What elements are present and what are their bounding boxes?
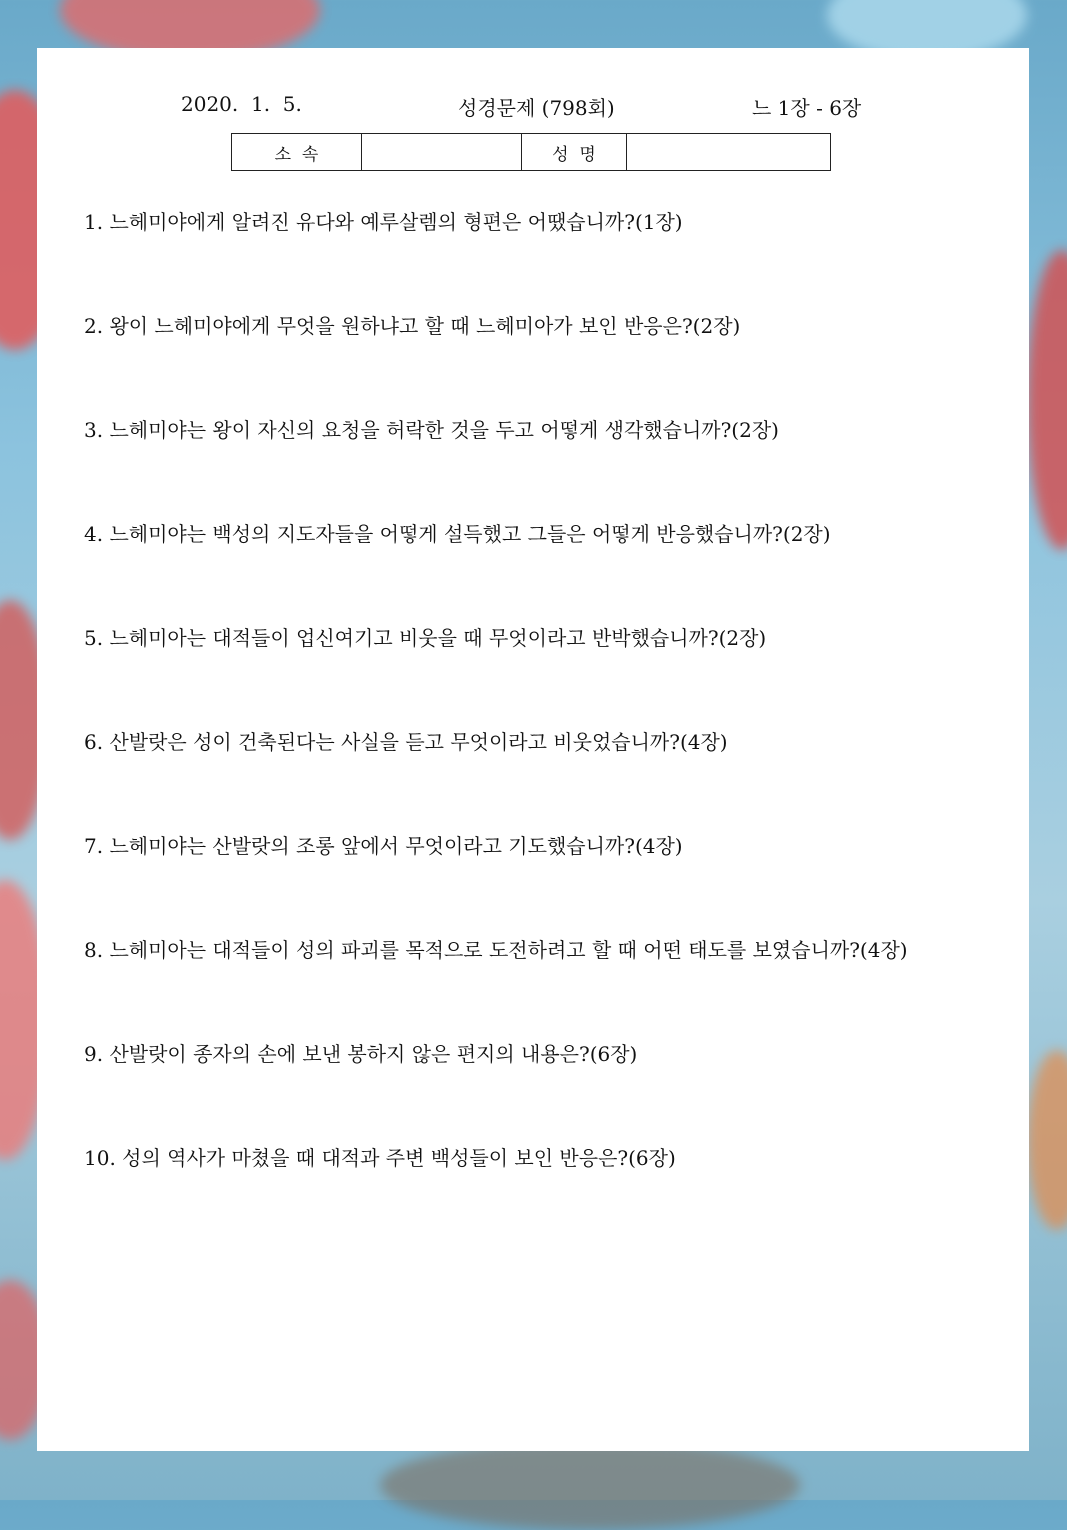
header-date: 2020. 1. 5.	[181, 92, 302, 116]
worksheet-header	[37, 92, 1029, 120]
question-item: 10. 성의 역사가 마쳤을 때 대적과 주변 백성들이 보인 반응은?(6장)	[84, 1146, 676, 1170]
info-table	[231, 133, 831, 171]
background-flower	[1027, 250, 1067, 550]
worksheet-page	[37, 48, 1029, 1451]
question-item: 4. 느헤미야는 백성의 지도자들을 어떻게 설득했고 그들은 어떻게 반응했습니까?(2장)	[84, 522, 831, 546]
question-item: 1. 느헤미야에게 알려진 유다와 예루살렘의 형편은 어땠습니까?(1장)	[84, 210, 683, 234]
name-label: 성 명	[522, 134, 627, 171]
question-item: 8. 느헤미아는 대적들이 성의 파괴를 목적으로 도전하려고 할 때 어떤 태도를 보였습니까?(4장)	[84, 938, 908, 962]
question-item: 5. 느헤미아는 대적들이 업신여기고 비웃을 때 무엇이라고 반박했습니까?(2장)	[84, 626, 767, 650]
background-flower	[1027, 1050, 1067, 1230]
name-field[interactable]	[627, 134, 831, 171]
background-branch	[380, 1440, 800, 1530]
question-item: 3. 느헤미야는 왕이 자신의 요청을 허락한 것을 두고 어떻게 생각했습니까?(2장)	[84, 418, 779, 442]
affiliation-label: 소 속	[232, 134, 362, 171]
question-item: 2. 왕이 느헤미야에게 무엇을 원하냐고 할 때 느헤미아가 보인 반응은?(2장)	[84, 314, 741, 338]
header-range: 느 1장 - 6장	[752, 96, 862, 120]
affiliation-field[interactable]	[362, 134, 522, 171]
question-list	[84, 208, 1024, 1248]
question-item: 9. 산발랏이 종자의 손에 보낸 봉하지 않은 편지의 내용은?(6장)	[84, 1042, 638, 1066]
question-item: 6. 산발랏은 성이 건축된다는 사실을 듣고 무엇이라고 비웃었습니까?(4장)	[84, 730, 728, 754]
question-item: 7. 느헤미야는 산발랏의 조롱 앞에서 무엇이라고 기도했습니까?(4장)	[84, 834, 683, 858]
header-title: 성경문제 (798회)	[458, 96, 615, 120]
